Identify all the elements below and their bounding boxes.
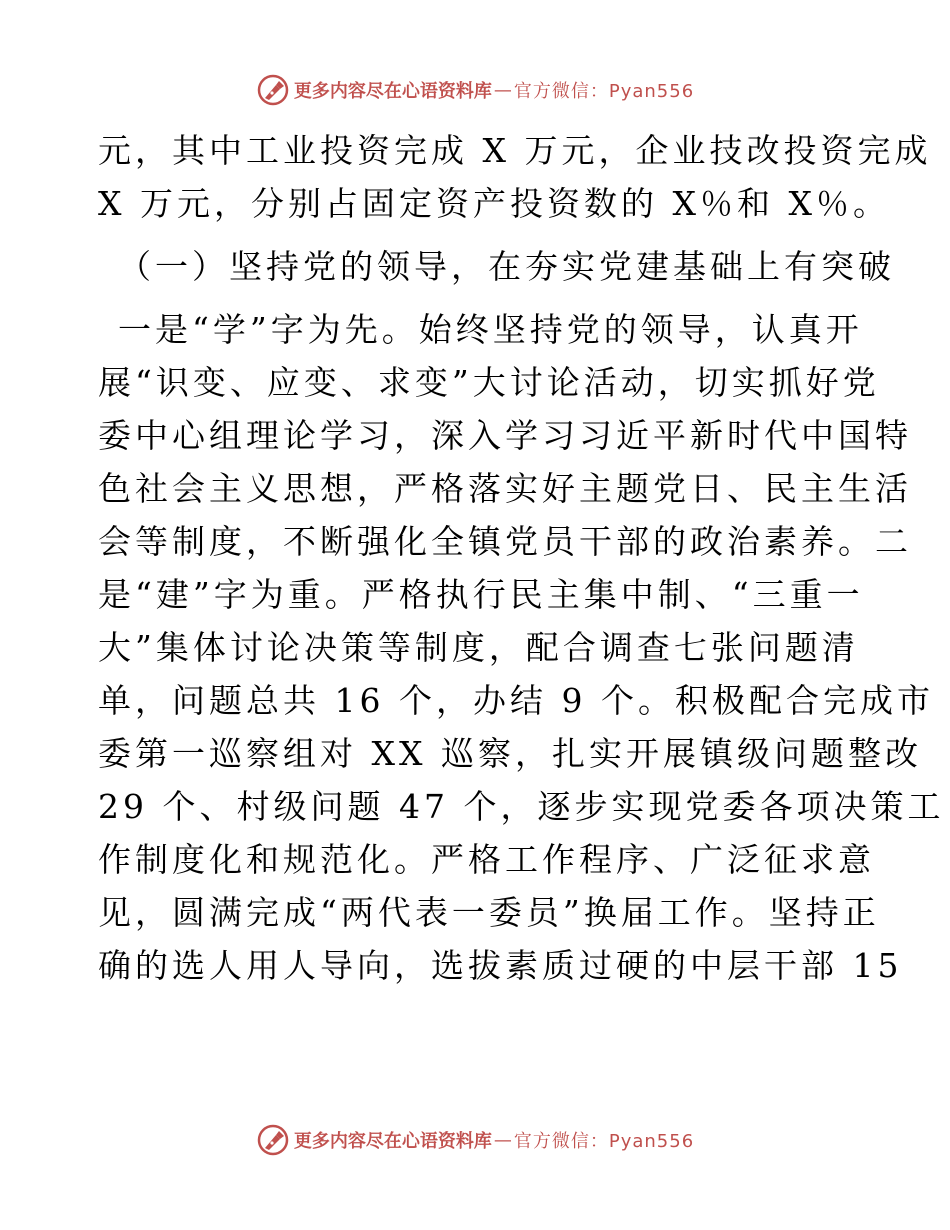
footer-watermark-banner [0, 1120, 950, 1160]
pen-nib-logo-icon [256, 1123, 290, 1157]
text-line: 会等制度，不断强化全镇党员干部的政治素养。二 [98, 522, 912, 561]
text-line: 色社会主义思想，严格落实好主题党日、民主生活 [98, 469, 912, 508]
section-heading: （一）坚持党的领导，在夯实党建基础上有突破 [118, 247, 895, 286]
watermark-wechat-text: 官方微信：Pyan556 [513, 81, 695, 102]
text-line: 29 个、村级问题 47 个，逐步实现党委各项决策工 [98, 787, 945, 826]
text-line: 元，其中工业投资完成 X 万元，企业技改投资完成 [98, 131, 932, 170]
text-line: 作制度化和规范化。严格工作程序、广泛征求意 [98, 840, 875, 879]
text-line: 单，问题总共 16 个，办结 9 个。积极配合完成市 [98, 681, 934, 720]
text-line: 大”集体讨论决策等制度，配合调查七张问题清 [98, 628, 859, 667]
header-watermark-banner [0, 70, 950, 110]
text-line: 委中心组理论学习，深入学习习近平新时代中国特 [98, 416, 912, 455]
watermark-separator: — [493, 1129, 512, 1151]
text-line: 一是“学”字为先。始终坚持党的领导，认真开 [118, 310, 863, 349]
text-line: 委第一巡察组对 XX 巡察，扎实开展镇级问题整改 [98, 734, 922, 773]
text-line: 展“识变、应变、求变”大讨论活动，切实抓好党 [98, 363, 880, 402]
watermark-separator: — [493, 79, 512, 101]
text-line: 是“建”字为重。严格执行民主集中制、“三重一 [98, 575, 864, 614]
watermark-wechat-text: 官方微信：Pyan556 [513, 1131, 695, 1152]
pen-nib-logo-icon [256, 73, 290, 107]
text-line: 确的选人用人导向，选拔素质过硬的中层干部 15 [98, 946, 903, 985]
watermark-site-text: 更多内容尽在心语资料库 [293, 81, 492, 102]
document-body [98, 124, 945, 992]
text-line: X 万元，分别占固定资产投资数的 X％和 X％。 [98, 184, 890, 223]
watermark-site-text: 更多内容尽在心语资料库 [293, 1131, 492, 1152]
text-line: 见，圆满完成“两代表一委员”换届工作。坚持正 [98, 893, 880, 932]
